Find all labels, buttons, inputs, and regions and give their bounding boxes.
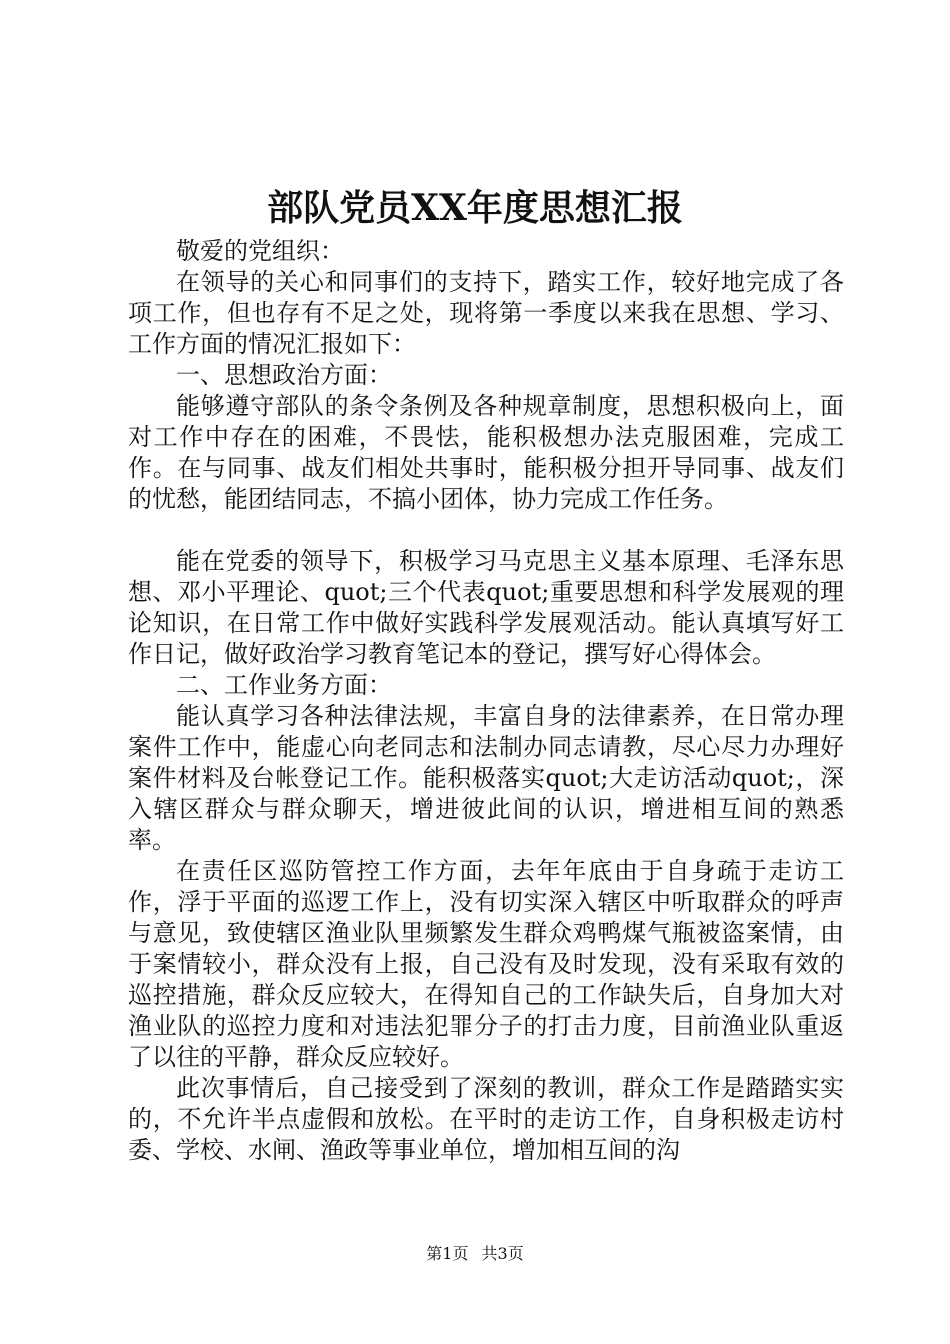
section-heading: 二、工作业务方面：	[176, 671, 392, 699]
body-paragraph: 能够遵守部队的条令条例及各种规章制度，思想积极向上，面对工作中存在的困难，不畏怯，能积极想办法克服困难，完成工作。在与同事、战友们相处共事时，能积极分担开导同事、战友们的忧愁，能团结同志，不搞小团体，协力完成工作任务。	[128, 392, 844, 513]
document-body	[128, 236, 844, 1166]
section-heading: 一、思想政治方面：	[176, 361, 392, 389]
body-paragraph: 在领导的关心和同事们的支持下，踏实工作，较好地完成了各项工作，但也存有不足之处，现将第一季度以来我在思想、学习、工作方面的情况汇报如下：	[128, 268, 844, 358]
salutation: 敬爱的党组织：	[176, 237, 344, 265]
page-footer	[0, 1242, 950, 1266]
body-paragraph: 此次事情后，自己接受到了深刻的教训，群众工作是踏踏实实的，不允许半点虚假和放松。在平时的走访工作，自身积极走访村委、学校、水闸、渔政等事业单位，增加相互间的沟	[128, 1074, 844, 1164]
body-paragraph: 在责任区巡防管控工作方面，去年年底由于自身疏于走访工作，浮于平面的巡逻工作上，没有切实深入辖区中听取群众的呼声与意见，致使辖区渔业队里频繁发生群众鸡鸭煤气瓶被盗案情，由于案情较小，群众没有上报，自己没有及时发现，没有采取有效的巡控措施，群众反应较大，在得知自己的工作缺失后，自身加大对渔业队的巡控力度和对违法犯罪分子的打击力度，目前渔业队重返了以往的平静，群众反应较好。	[128, 857, 844, 1071]
page-total: 共3页	[481, 1244, 524, 1263]
page-title: 部队党员XX年度思想汇报	[267, 187, 683, 229]
body-paragraph: 能在党委的领导下，积极学习马克思主义基本原理、毛泽东思想、邓小平理论、quot;三个代表quot;重要思想和科学发展观的理论知识，在日常工作中做好实践科学发展观活动。能认真填写好工作日记，做好政治学习教育笔记本的登记，撰写好心得体会。	[128, 547, 844, 668]
page-number: 第1页	[426, 1244, 469, 1263]
body-paragraph: 能认真学习各种法律法规，丰富自身的法律素养，在日常办理案件工作中，能虚心向老同志和法制办同志请教，尽心尽力办理好案件材料及台帐登记工作。能积极落实quot;大走访活动quot;，深入辖区群众与群众聊天，增进彼此间的认识，增进相互间的熟悉率。	[128, 702, 844, 854]
